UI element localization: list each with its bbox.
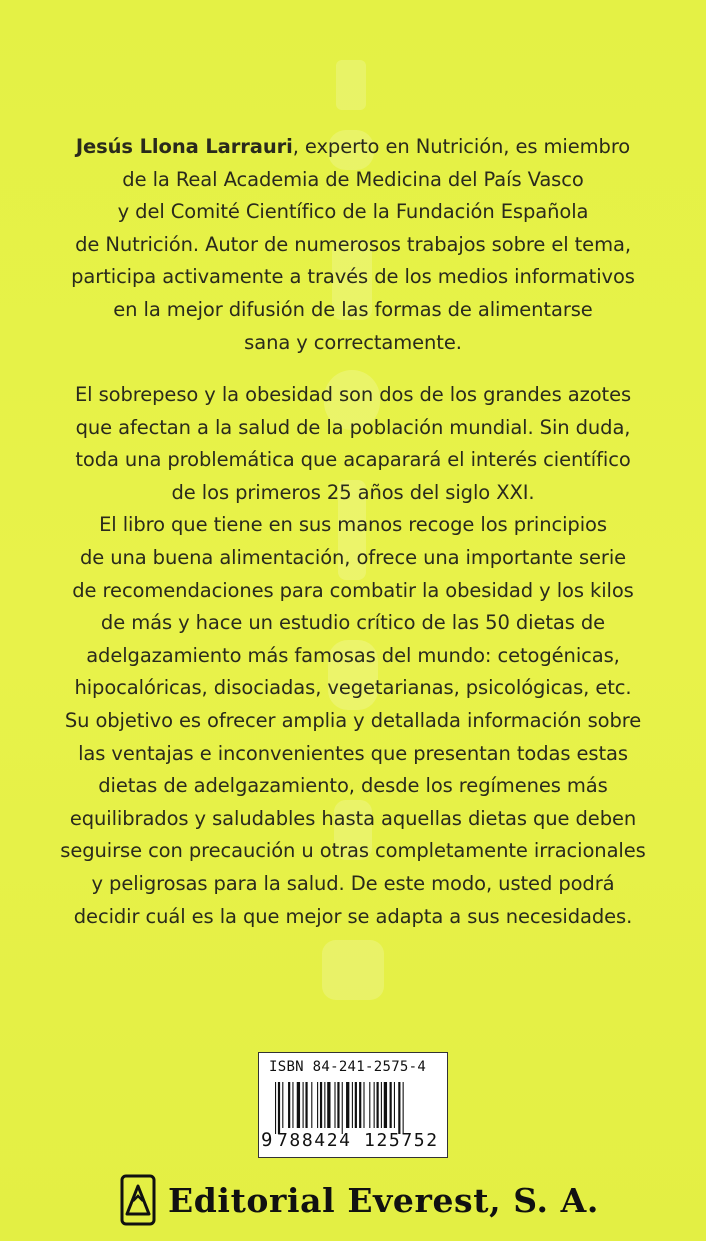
synopsis-line: Su objetivo es ofrecer amplia y detallada información sobre xyxy=(64,708,642,732)
synopsis-line: las ventajas e inconvenientes que presentan todas estas xyxy=(78,741,628,765)
author-bio-line: sana y correctamente. xyxy=(244,330,462,354)
author-bio-line: en la mejor difusión de las formas de alimentarse xyxy=(113,297,593,321)
synopsis-line: hipocalóricas, disociadas, vegetarianas, psicológicas, etc. xyxy=(74,676,632,700)
author-bio xyxy=(40,131,666,359)
isbn-barcode-box xyxy=(258,1052,448,1158)
author-name: Jesús Llona Larrauri xyxy=(75,135,293,158)
author-bio-line: de la Real Academia de Medicina del País Vasco xyxy=(122,167,584,191)
synopsis-line: El libro que tiene en sus manos recoge los principios xyxy=(99,513,607,537)
everest-mountain-logo-icon xyxy=(120,1174,156,1226)
publisher-name: Editorial Everest, S. A. xyxy=(168,1180,599,1220)
synopsis-line: decidir cuál es la que mejor se adapta a sus necesidades. xyxy=(73,904,633,928)
barcode-digits: 788424 125752 xyxy=(277,1130,439,1151)
synopsis-line: de más y hace un estudio crítico de las 50 dietas de xyxy=(100,611,606,635)
isbn-label: ISBN 84-241-2575-4 xyxy=(269,1059,427,1075)
synopsis xyxy=(40,379,666,933)
author-bio-line: participa activamente a través de los medios informativos xyxy=(71,265,635,289)
synopsis-line: seguirse con precaución u otras completamente irracionales xyxy=(60,839,646,863)
synopsis-line: de los primeros 25 años del siglo XXI. xyxy=(171,480,535,504)
publisher xyxy=(120,1170,599,1230)
synopsis-line: que afectan a la salud de la población mundial. Sin duda, xyxy=(75,415,631,439)
author-bio-line-rest: , experto en Nutrición, es miembro xyxy=(292,135,631,158)
barcode xyxy=(275,1082,441,1134)
synopsis-line: dietas de adelgazamiento, desde los regímenes más xyxy=(98,774,608,798)
synopsis-line: toda una problemática que acaparará el interés científico xyxy=(75,448,631,472)
author-bio-line: de Nutrición. Autor de numerosos trabajos sobre el tema, xyxy=(75,232,631,256)
synopsis-line: de recomendaciones para combatir la obesidad y los kilos xyxy=(72,578,634,602)
author-bio-line: y del Comité Científico de la Fundación Española xyxy=(117,200,589,224)
synopsis-line: de una buena alimentación, ofrece una importante serie xyxy=(79,545,627,569)
author-bio-line xyxy=(40,131,666,164)
synopsis-line: El sobrepeso y la obesidad son dos de los grandes azotes xyxy=(74,383,632,406)
barcode-lead-digit: 9 xyxy=(261,1129,273,1151)
synopsis-line: equilibrados y saludables hasta aquellas dietas que deben xyxy=(69,806,637,830)
synopsis-line: adelgazamiento más famosas del mundo: cetogénicas, xyxy=(86,643,620,667)
synopsis-line: y peligrosas para la salud. De este modo, usted podrá xyxy=(91,871,615,895)
